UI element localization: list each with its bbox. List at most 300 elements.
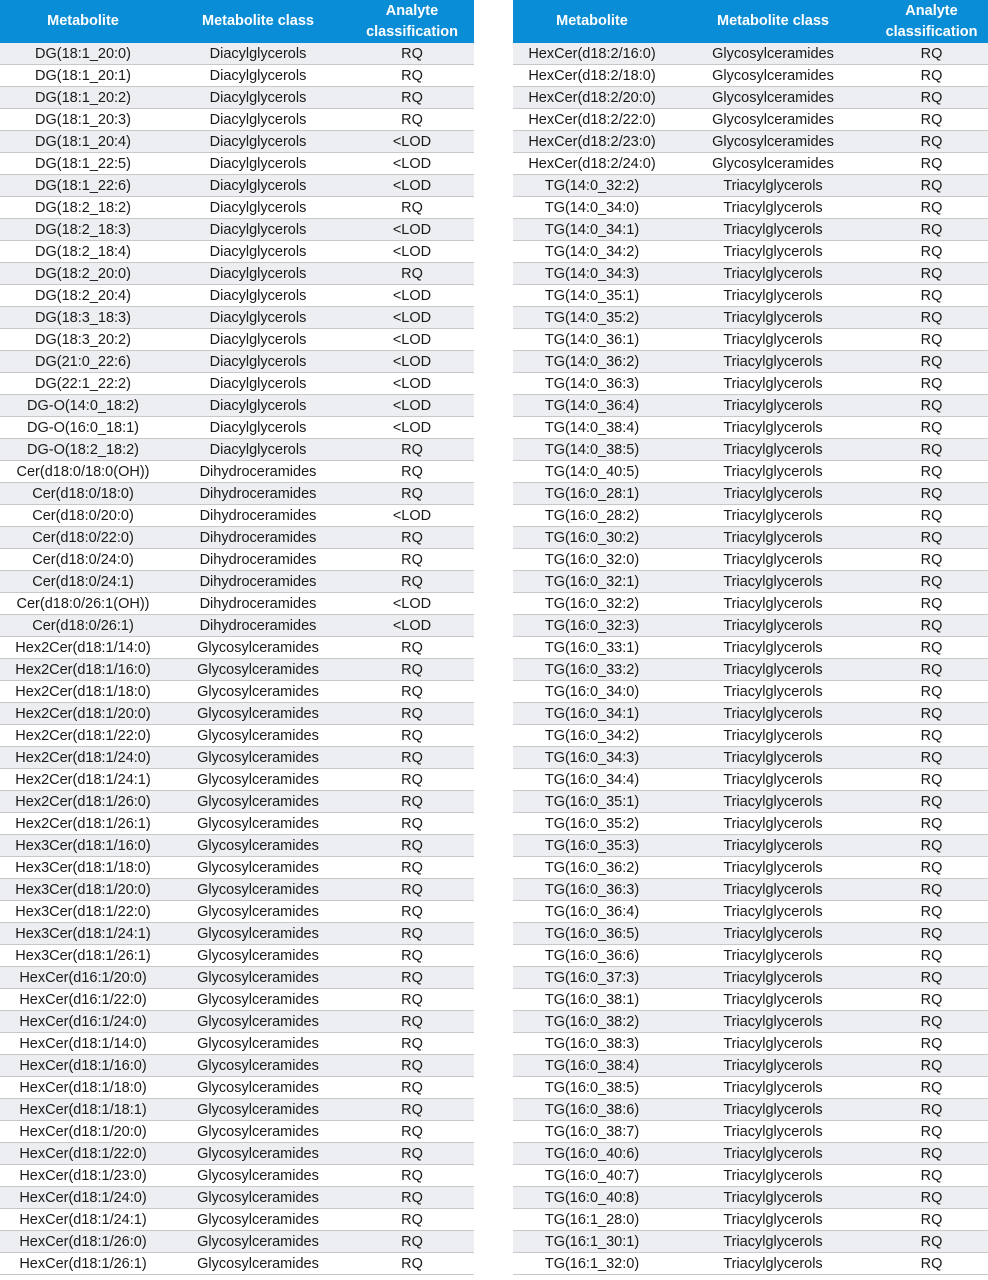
header-row bbox=[513, 0, 988, 43]
metabolite-cell: Hex2Cer(d18:1/26:0) bbox=[0, 791, 166, 813]
table-row bbox=[0, 725, 474, 747]
metabolite-class-cell: Glycosylceramides bbox=[166, 967, 350, 989]
analyte-classification-cell: RQ bbox=[350, 989, 474, 1011]
analyte-classification-cell: <LOD bbox=[350, 131, 474, 153]
table-row bbox=[513, 857, 988, 879]
metabolite-cell: DG(18:1_22:5) bbox=[0, 153, 166, 175]
metabolite-class-cell: Triacylglycerols bbox=[671, 879, 875, 901]
table-row bbox=[513, 87, 988, 109]
analyte-classification-cell: RQ bbox=[350, 857, 474, 879]
analyte-classification-cell: RQ bbox=[875, 1143, 988, 1165]
analyte-classification-cell: <LOD bbox=[350, 219, 474, 241]
metabolite-class-cell: Glycosylceramides bbox=[166, 703, 350, 725]
analyte-classification-cell: RQ bbox=[875, 571, 988, 593]
table-row bbox=[513, 307, 988, 329]
metabolite-cell: TG(16:0_34:3) bbox=[513, 747, 671, 769]
metabolite-class-cell: Triacylglycerols bbox=[671, 439, 875, 461]
metabolite-cell: DG-O(14:0_18:2) bbox=[0, 395, 166, 417]
analyte-classification-cell: RQ bbox=[875, 175, 988, 197]
metabolite-cell: Hex3Cer(d18:1/26:1) bbox=[0, 945, 166, 967]
metabolite-cell: TG(16:0_36:2) bbox=[513, 857, 671, 879]
metabolite-class-cell: Triacylglycerols bbox=[671, 967, 875, 989]
metabolite-class-cell: Glycosylceramides bbox=[166, 791, 350, 813]
metabolite-cell: HexCer(d16:1/20:0) bbox=[0, 967, 166, 989]
analyte-classification-cell: RQ bbox=[875, 1099, 988, 1121]
analyte-classification-cell: RQ bbox=[350, 549, 474, 571]
analyte-classification-cell: RQ bbox=[875, 351, 988, 373]
metabolite-cell: TG(16:0_40:8) bbox=[513, 1187, 671, 1209]
metabolite-class-cell: Triacylglycerols bbox=[671, 395, 875, 417]
metabolite-class-cell: Dihydroceramides bbox=[166, 549, 350, 571]
metabolite-cell: TG(16:0_36:6) bbox=[513, 945, 671, 967]
analyte-classification-cell: RQ bbox=[350, 1011, 474, 1033]
table-row bbox=[513, 219, 988, 241]
analyte-classification-cell: RQ bbox=[875, 263, 988, 285]
metabolite-class-cell: Triacylglycerols bbox=[671, 725, 875, 747]
metabolite-class-cell: Diacylglycerols bbox=[166, 175, 350, 197]
analyte-classification-cell: RQ bbox=[350, 461, 474, 483]
metabolite-cell: DG(18:3_18:3) bbox=[0, 307, 166, 329]
metabolite-cell: TG(14:0_38:5) bbox=[513, 439, 671, 461]
metabolite-class-cell: Triacylglycerols bbox=[671, 901, 875, 923]
metabolite-class-cell: Glycosylceramides bbox=[166, 989, 350, 1011]
analyte-classification-cell: <LOD bbox=[350, 417, 474, 439]
metabolite-class-cell: Triacylglycerols bbox=[671, 659, 875, 681]
metabolite-class-cell: Diacylglycerols bbox=[166, 153, 350, 175]
analyte-classification-cell: RQ bbox=[875, 703, 988, 725]
metabolite-cell: DG(18:1_20:0) bbox=[0, 43, 166, 65]
table-row bbox=[513, 879, 988, 901]
table-row bbox=[0, 593, 474, 615]
table-row bbox=[513, 153, 988, 175]
metabolite-class-cell: Glycosylceramides bbox=[166, 813, 350, 835]
metabolite-class-cell: Diacylglycerols bbox=[166, 417, 350, 439]
table-row bbox=[0, 1187, 474, 1209]
table-row bbox=[513, 637, 988, 659]
metabolite-cell: DG(18:1_20:3) bbox=[0, 109, 166, 131]
table-row bbox=[513, 593, 988, 615]
table-row bbox=[0, 307, 474, 329]
table-row bbox=[513, 1253, 988, 1275]
analyte-classification-cell: RQ bbox=[350, 1143, 474, 1165]
table-row bbox=[0, 1011, 474, 1033]
analyte-classification-cell: RQ bbox=[350, 901, 474, 923]
analyte-classification-cell: RQ bbox=[350, 967, 474, 989]
metabolite-class-cell: Diacylglycerols bbox=[166, 219, 350, 241]
metabolite-cell: Cer(d18:0/24:1) bbox=[0, 571, 166, 593]
analyte-classification-cell: RQ bbox=[875, 417, 988, 439]
analyte-classification-cell: RQ bbox=[875, 1077, 988, 1099]
metabolite-class-cell: Dihydroceramides bbox=[166, 483, 350, 505]
table-row bbox=[0, 1143, 474, 1165]
analyte-classification-cell: RQ bbox=[350, 1231, 474, 1253]
metabolite-class-cell: Glycosylceramides bbox=[166, 1187, 350, 1209]
metabolite-class-cell: Triacylglycerols bbox=[671, 1055, 875, 1077]
metabolite-cell: HexCer(d18:1/20:0) bbox=[0, 1121, 166, 1143]
metabolite-class-cell: Diacylglycerols bbox=[166, 87, 350, 109]
analyte-classification-cell: <LOD bbox=[350, 395, 474, 417]
table-row bbox=[513, 109, 988, 131]
analyte-classification-cell: <LOD bbox=[350, 351, 474, 373]
analyte-classification-cell: RQ bbox=[875, 945, 988, 967]
metabolite-cell: TG(16:0_38:3) bbox=[513, 1033, 671, 1055]
metabolite-class-cell: Triacylglycerols bbox=[671, 351, 875, 373]
metabolite-cell: Cer(d18:0/18:0) bbox=[0, 483, 166, 505]
table-row bbox=[0, 153, 474, 175]
analyte-classification-cell: RQ bbox=[875, 747, 988, 769]
metabolite-class-cell: Triacylglycerols bbox=[671, 1011, 875, 1033]
table-row bbox=[0, 1099, 474, 1121]
table-row bbox=[513, 1033, 988, 1055]
analyte-classification-cell: <LOD bbox=[350, 285, 474, 307]
table-row bbox=[513, 263, 988, 285]
metabolite-class-cell: Diacylglycerols bbox=[166, 373, 350, 395]
metabolite-cell: TG(16:0_36:5) bbox=[513, 923, 671, 945]
analyte-classification-cell: RQ bbox=[875, 879, 988, 901]
metabolite-cell: TG(16:0_34:4) bbox=[513, 769, 671, 791]
header-metabolite-class: Metabolite class bbox=[671, 0, 875, 43]
table-row bbox=[513, 65, 988, 87]
metabolite-cell: TG(14:0_34:2) bbox=[513, 241, 671, 263]
metabolite-class-cell: Triacylglycerols bbox=[671, 703, 875, 725]
analyte-classification-cell: RQ bbox=[875, 65, 988, 87]
analyte-classification-cell: RQ bbox=[350, 1253, 474, 1275]
metabolite-class-cell: Diacylglycerols bbox=[166, 131, 350, 153]
metabolite-cell: Hex2Cer(d18:1/18:0) bbox=[0, 681, 166, 703]
table-row bbox=[0, 637, 474, 659]
analyte-classification-cell: RQ bbox=[350, 637, 474, 659]
metabolite-class-cell: Triacylglycerols bbox=[671, 197, 875, 219]
metabolite-class-cell: Triacylglycerols bbox=[671, 1143, 875, 1165]
analyte-classification-cell: RQ bbox=[875, 923, 988, 945]
table-row bbox=[513, 1187, 988, 1209]
analyte-classification-cell: RQ bbox=[875, 219, 988, 241]
table-row bbox=[0, 923, 474, 945]
metabolite-class-cell: Triacylglycerols bbox=[671, 637, 875, 659]
metabolite-cell: Hex2Cer(d18:1/14:0) bbox=[0, 637, 166, 659]
table-row bbox=[0, 219, 474, 241]
table-row bbox=[513, 527, 988, 549]
metabolite-table-left bbox=[0, 0, 474, 1275]
metabolite-cell: TG(16:0_34:2) bbox=[513, 725, 671, 747]
metabolite-class-cell: Triacylglycerols bbox=[671, 505, 875, 527]
metabolite-cell: TG(14:0_38:4) bbox=[513, 417, 671, 439]
metabolite-class-cell: Triacylglycerols bbox=[671, 527, 875, 549]
metabolite-class-cell: Triacylglycerols bbox=[671, 1231, 875, 1253]
metabolite-class-cell: Glycosylceramides bbox=[166, 769, 350, 791]
metabolite-cell: TG(16:0_30:2) bbox=[513, 527, 671, 549]
metabolite-class-cell: Glycosylceramides bbox=[671, 131, 875, 153]
metabolite-cell: HexCer(d18:2/24:0) bbox=[513, 153, 671, 175]
analyte-classification-cell: RQ bbox=[350, 681, 474, 703]
metabolite-cell: HexCer(d18:2/16:0) bbox=[513, 43, 671, 65]
metabolite-cell: TG(16:0_38:7) bbox=[513, 1121, 671, 1143]
metabolite-cell: TG(16:0_32:2) bbox=[513, 593, 671, 615]
metabolite-cell: TG(16:0_40:7) bbox=[513, 1165, 671, 1187]
table-row bbox=[0, 615, 474, 637]
analyte-classification-cell: RQ bbox=[350, 703, 474, 725]
analyte-classification-cell: RQ bbox=[350, 87, 474, 109]
analyte-classification-cell: RQ bbox=[875, 439, 988, 461]
table-row bbox=[513, 835, 988, 857]
table-row bbox=[0, 461, 474, 483]
analyte-classification-cell: RQ bbox=[350, 571, 474, 593]
analyte-classification-cell: RQ bbox=[350, 923, 474, 945]
table-row bbox=[513, 1055, 988, 1077]
analyte-classification-cell: RQ bbox=[350, 725, 474, 747]
metabolite-cell: TG(14:0_36:2) bbox=[513, 351, 671, 373]
analyte-classification-cell: RQ bbox=[350, 945, 474, 967]
metabolite-class-cell: Diacylglycerols bbox=[166, 197, 350, 219]
table-row bbox=[0, 527, 474, 549]
analyte-classification-cell: RQ bbox=[350, 43, 474, 65]
metabolite-class-cell: Triacylglycerols bbox=[671, 219, 875, 241]
table-row bbox=[0, 439, 474, 461]
table-row bbox=[513, 681, 988, 703]
metabolite-cell: TG(16:0_33:1) bbox=[513, 637, 671, 659]
analyte-classification-cell: RQ bbox=[875, 87, 988, 109]
analyte-classification-cell: RQ bbox=[875, 527, 988, 549]
table-row bbox=[513, 395, 988, 417]
metabolite-class-cell: Triacylglycerols bbox=[671, 1187, 875, 1209]
metabolite-cell: TG(16:0_35:3) bbox=[513, 835, 671, 857]
analyte-classification-cell: RQ bbox=[875, 857, 988, 879]
analyte-classification-cell: RQ bbox=[875, 1121, 988, 1143]
metabolite-cell: Hex2Cer(d18:1/20:0) bbox=[0, 703, 166, 725]
header-row bbox=[0, 0, 474, 43]
table-row bbox=[513, 571, 988, 593]
analyte-classification-cell: RQ bbox=[875, 1253, 988, 1275]
metabolite-cell: Hex3Cer(d18:1/22:0) bbox=[0, 901, 166, 923]
analyte-classification-cell: RQ bbox=[350, 1099, 474, 1121]
metabolite-cell: Hex2Cer(d18:1/16:0) bbox=[0, 659, 166, 681]
table-row bbox=[0, 131, 474, 153]
table-row bbox=[513, 131, 988, 153]
table-row bbox=[0, 65, 474, 87]
analyte-classification-cell: RQ bbox=[875, 637, 988, 659]
metabolite-cell: DG(18:3_20:2) bbox=[0, 329, 166, 351]
analyte-classification-cell: RQ bbox=[875, 395, 988, 417]
analyte-classification-cell: <LOD bbox=[350, 505, 474, 527]
table-row bbox=[0, 901, 474, 923]
metabolite-class-cell: Triacylglycerols bbox=[671, 747, 875, 769]
metabolite-class-cell: Triacylglycerols bbox=[671, 549, 875, 571]
analyte-classification-cell: RQ bbox=[350, 197, 474, 219]
metabolite-cell: HexCer(d18:1/16:0) bbox=[0, 1055, 166, 1077]
analyte-classification-cell: RQ bbox=[875, 813, 988, 835]
metabolite-class-cell: Glycosylceramides bbox=[671, 109, 875, 131]
metabolite-cell: TG(14:0_34:3) bbox=[513, 263, 671, 285]
table-row bbox=[0, 1077, 474, 1099]
metabolite-class-cell: Triacylglycerols bbox=[671, 263, 875, 285]
metabolite-class-cell: Triacylglycerols bbox=[671, 857, 875, 879]
metabolite-cell: TG(16:0_40:6) bbox=[513, 1143, 671, 1165]
table-row bbox=[0, 571, 474, 593]
metabolite-cell: TG(14:0_35:1) bbox=[513, 285, 671, 307]
metabolite-class-cell: Glycosylceramides bbox=[671, 65, 875, 87]
metabolite-class-cell: Triacylglycerols bbox=[671, 373, 875, 395]
metabolite-class-cell: Triacylglycerols bbox=[671, 923, 875, 945]
metabolite-cell: Hex2Cer(d18:1/24:0) bbox=[0, 747, 166, 769]
table-row bbox=[0, 417, 474, 439]
metabolite-cell: Hex3Cer(d18:1/18:0) bbox=[0, 857, 166, 879]
table-row bbox=[513, 439, 988, 461]
metabolite-cell: DG(18:2_18:4) bbox=[0, 241, 166, 263]
metabolite-cell: TG(16:0_32:0) bbox=[513, 549, 671, 571]
analyte-classification-cell: RQ bbox=[875, 1033, 988, 1055]
analyte-classification-cell: RQ bbox=[875, 307, 988, 329]
analyte-classification-cell: <LOD bbox=[350, 615, 474, 637]
analyte-classification-cell: RQ bbox=[875, 901, 988, 923]
analyte-classification-cell: RQ bbox=[875, 1011, 988, 1033]
metabolite-class-cell: Triacylglycerols bbox=[671, 835, 875, 857]
table-row bbox=[513, 989, 988, 1011]
analyte-classification-cell: RQ bbox=[875, 131, 988, 153]
table-row bbox=[513, 747, 988, 769]
metabolite-cell: HexCer(d16:1/24:0) bbox=[0, 1011, 166, 1033]
table-row bbox=[0, 659, 474, 681]
metabolite-cell: TG(14:0_32:2) bbox=[513, 175, 671, 197]
analyte-classification-cell: RQ bbox=[875, 285, 988, 307]
analyte-classification-cell: RQ bbox=[875, 725, 988, 747]
table-row bbox=[513, 197, 988, 219]
metabolite-class-cell: Glycosylceramides bbox=[166, 1099, 350, 1121]
metabolite-cell: HexCer(d18:1/18:0) bbox=[0, 1077, 166, 1099]
table-row bbox=[513, 1143, 988, 1165]
table-row bbox=[513, 769, 988, 791]
metabolite-class-cell: Glycosylceramides bbox=[671, 43, 875, 65]
metabolite-cell: Cer(d18:0/24:0) bbox=[0, 549, 166, 571]
table-row bbox=[513, 417, 988, 439]
metabolite-cell: Hex2Cer(d18:1/26:1) bbox=[0, 813, 166, 835]
metabolite-cell: DG(18:2_18:3) bbox=[0, 219, 166, 241]
table-row bbox=[513, 43, 988, 65]
table-row bbox=[0, 175, 474, 197]
metabolite-class-cell: Glycosylceramides bbox=[166, 1121, 350, 1143]
table-row bbox=[0, 351, 474, 373]
table-row bbox=[513, 175, 988, 197]
analyte-classification-cell: RQ bbox=[350, 1033, 474, 1055]
metabolite-class-cell: Triacylglycerols bbox=[671, 461, 875, 483]
analyte-classification-cell: RQ bbox=[350, 1209, 474, 1231]
metabolite-class-cell: Glycosylceramides bbox=[166, 681, 350, 703]
table-row bbox=[513, 1011, 988, 1033]
metabolite-class-cell: Diacylglycerols bbox=[166, 351, 350, 373]
metabolite-cell: Cer(d18:0/20:0) bbox=[0, 505, 166, 527]
metabolite-cell: HexCer(d18:1/26:1) bbox=[0, 1253, 166, 1275]
metabolite-cell: TG(16:0_36:4) bbox=[513, 901, 671, 923]
metabolite-cell: TG(16:0_38:6) bbox=[513, 1099, 671, 1121]
metabolite-class-cell: Triacylglycerols bbox=[671, 813, 875, 835]
table-row bbox=[0, 1165, 474, 1187]
analyte-classification-cell: RQ bbox=[350, 879, 474, 901]
metabolite-cell: HexCer(d18:2/20:0) bbox=[513, 87, 671, 109]
metabolite-cell: Cer(d18:0/26:1) bbox=[0, 615, 166, 637]
table-row bbox=[0, 747, 474, 769]
metabolite-class-cell: Diacylglycerols bbox=[166, 109, 350, 131]
table-row bbox=[0, 263, 474, 285]
metabolite-class-cell: Glycosylceramides bbox=[166, 1143, 350, 1165]
analyte-classification-cell: RQ bbox=[350, 1077, 474, 1099]
header-metabolite-class: Metabolite class bbox=[166, 0, 350, 43]
analyte-classification-cell: RQ bbox=[875, 109, 988, 131]
metabolite-class-cell: Triacylglycerols bbox=[671, 329, 875, 351]
metabolite-class-cell: Glycosylceramides bbox=[671, 87, 875, 109]
table-row bbox=[513, 945, 988, 967]
table-row bbox=[0, 813, 474, 835]
analyte-classification-cell: RQ bbox=[875, 615, 988, 637]
analyte-classification-cell: RQ bbox=[350, 263, 474, 285]
metabolite-class-cell: Triacylglycerols bbox=[671, 175, 875, 197]
analyte-classification-cell: RQ bbox=[875, 241, 988, 263]
table-row bbox=[513, 1077, 988, 1099]
table-row bbox=[513, 1121, 988, 1143]
table-row bbox=[513, 549, 988, 571]
analyte-classification-cell: RQ bbox=[875, 197, 988, 219]
table-row bbox=[513, 923, 988, 945]
metabolite-cell: TG(16:0_38:4) bbox=[513, 1055, 671, 1077]
metabolite-cell: DG(18:1_20:2) bbox=[0, 87, 166, 109]
metabolite-class-cell: Dihydroceramides bbox=[166, 461, 350, 483]
table-row bbox=[0, 681, 474, 703]
table-row bbox=[0, 857, 474, 879]
metabolite-cell: HexCer(d18:2/22:0) bbox=[513, 109, 671, 131]
metabolite-class-cell: Triacylglycerols bbox=[671, 571, 875, 593]
analyte-classification-cell: RQ bbox=[350, 109, 474, 131]
analyte-classification-cell: RQ bbox=[350, 1187, 474, 1209]
metabolite-class-cell: Glycosylceramides bbox=[166, 747, 350, 769]
analyte-classification-cell: RQ bbox=[875, 1231, 988, 1253]
analyte-classification-cell: RQ bbox=[875, 835, 988, 857]
metabolite-cell: TG(16:0_37:3) bbox=[513, 967, 671, 989]
metabolite-class-cell: Glycosylceramides bbox=[166, 1209, 350, 1231]
metabolite-class-cell: Triacylglycerols bbox=[671, 681, 875, 703]
metabolite-cell: HexCer(d18:2/23:0) bbox=[513, 131, 671, 153]
metabolite-class-cell: Triacylglycerols bbox=[671, 989, 875, 1011]
table-row bbox=[0, 1121, 474, 1143]
table-row bbox=[0, 989, 474, 1011]
analyte-classification-cell: <LOD bbox=[350, 153, 474, 175]
analyte-classification-cell: RQ bbox=[350, 659, 474, 681]
analyte-classification-cell: <LOD bbox=[350, 241, 474, 263]
metabolite-class-cell: Triacylglycerols bbox=[671, 593, 875, 615]
metabolite-cell: TG(14:0_35:2) bbox=[513, 307, 671, 329]
table-row bbox=[0, 87, 474, 109]
metabolite-class-cell: Diacylglycerols bbox=[166, 263, 350, 285]
table-row bbox=[0, 703, 474, 725]
metabolite-class-cell: Diacylglycerols bbox=[166, 329, 350, 351]
analyte-classification-cell: RQ bbox=[350, 1165, 474, 1187]
table-row bbox=[513, 703, 988, 725]
table-row bbox=[513, 505, 988, 527]
analyte-classification-cell: RQ bbox=[875, 153, 988, 175]
metabolite-cell: HexCer(d18:1/24:0) bbox=[0, 1187, 166, 1209]
table-row bbox=[0, 1055, 474, 1077]
table-row bbox=[513, 813, 988, 835]
analyte-classification-cell: RQ bbox=[350, 65, 474, 87]
table-row bbox=[0, 967, 474, 989]
table-row bbox=[0, 505, 474, 527]
table-row bbox=[513, 1165, 988, 1187]
metabolite-class-cell: Dihydroceramides bbox=[166, 593, 350, 615]
metabolite-cell: TG(14:0_34:1) bbox=[513, 219, 671, 241]
analyte-classification-cell: RQ bbox=[350, 1055, 474, 1077]
metabolite-cell: DG(18:1_20:4) bbox=[0, 131, 166, 153]
analyte-classification-cell: RQ bbox=[875, 43, 988, 65]
metabolite-class-cell: Glycosylceramides bbox=[166, 1055, 350, 1077]
metabolite-cell: Hex3Cer(d18:1/20:0) bbox=[0, 879, 166, 901]
metabolite-cell: TG(16:0_35:2) bbox=[513, 813, 671, 835]
